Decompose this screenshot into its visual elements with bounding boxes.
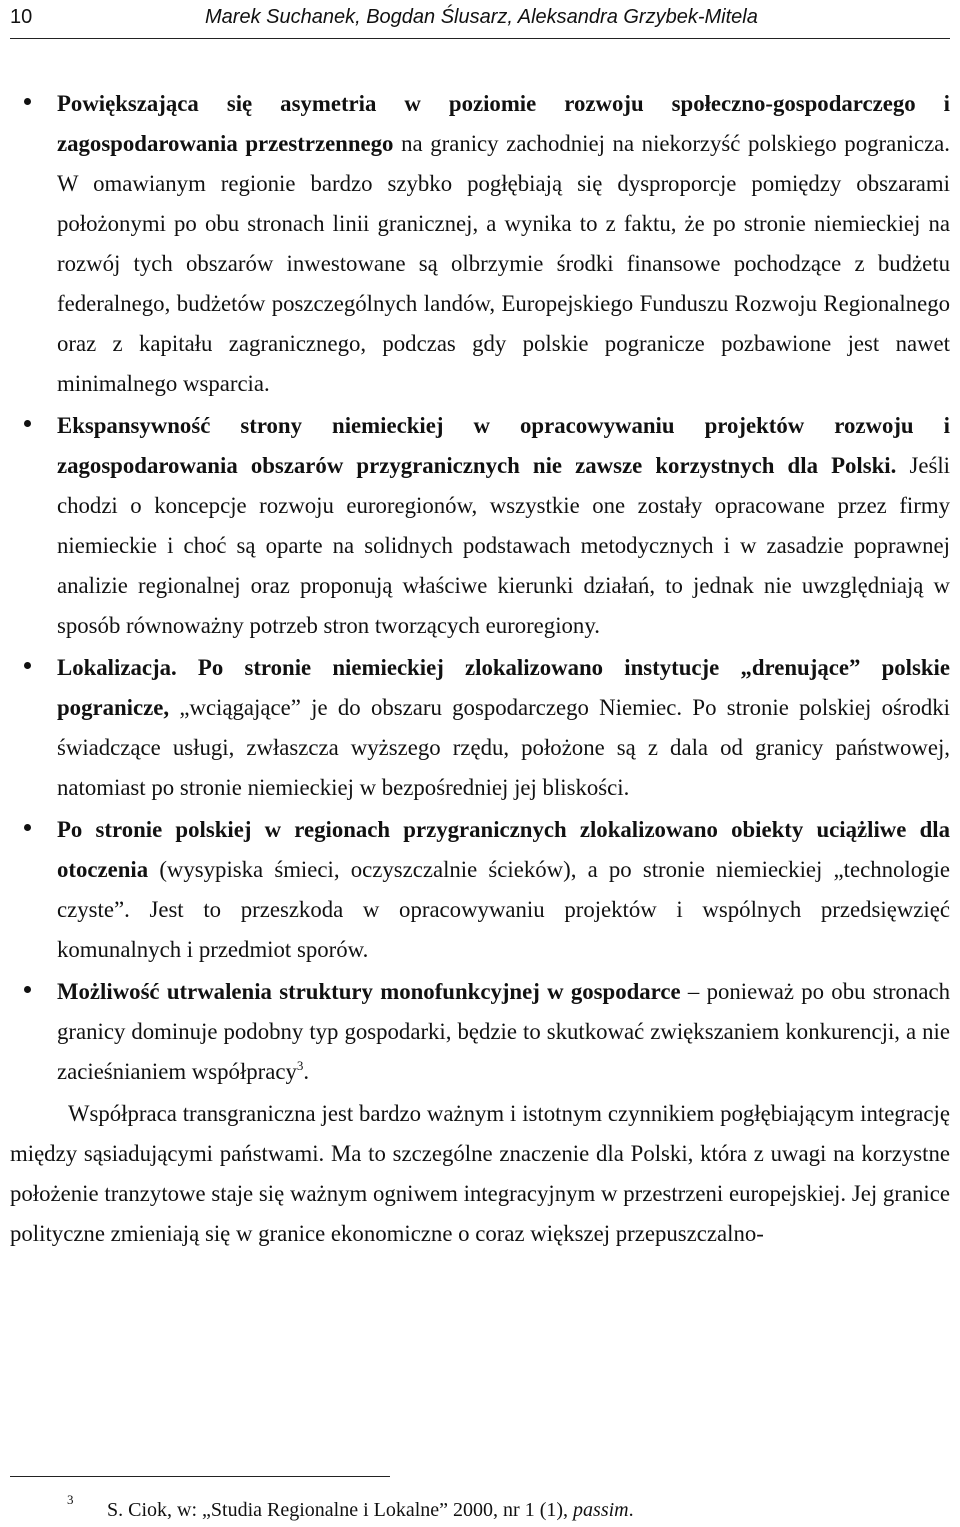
footnote-reference[interactable]: 3 bbox=[296, 1058, 304, 1073]
bullet-dot-icon bbox=[24, 824, 31, 831]
bullet-lead: Lokalizacja. Po stronie niemieckiej zlokalizowano instytucje „drenujące” polskie pogranicze, bbox=[57, 655, 950, 720]
bullet-lead: Ekspansywność strony niemieckiej w opracowywaniu projektów rozwoju i zagospodarowania obszarów przygranicznych nie zawsze korzystnych dla Polski. bbox=[57, 413, 950, 478]
bullet-text: na granicy zachodniej na niekorzyść polskiego pogranicza. W omawianym regionie bardzo szybko pogłębiają się dysproporcje pomiędzy obszarami położonymi po obu stronach linii granicznej, a wynika to z faktu, że po stronie niemieckiej na rozwój tych obszarów inwestowane są olbrzymie środki finansowe pochodzące z budżetu federalnego, budżetów poszczególnych landów, Europejskiego Funduszu Rozwoju Regionalnego oraz z kapitału zagranicznego, podczas gdy polskie pogranicze pozbawione jest nawet minimalnego wsparcia. bbox=[57, 131, 951, 396]
bullet-text: – ponieważ po obu stronach granicy dominuje podobny typ gospodarki, będzie to skutkować zwiększaniem konkurencji, a nie zacieśnianiem współpracy bbox=[57, 979, 950, 1084]
bullet-dot-icon bbox=[24, 420, 31, 427]
bullet-text: (wysypiska śmieci, oczyszczalnie ścieków), a po stronie niemieckiej „technologie czyste”. Jest to przeszkoda w opracowywaniu projektów i wspólnych przedsięwzięć komunalnych i przedmiot sporów. bbox=[57, 857, 950, 962]
footnote-mark: 3 bbox=[67, 1492, 74, 1507]
page-header bbox=[10, 4, 950, 39]
footnote-citation: S. Ciok, w: „Studia Regionalne i Lokalne” 2000, nr 1 (1), bbox=[107, 1499, 574, 1521]
bullet-end: . bbox=[303, 1059, 310, 1084]
bullet-item bbox=[10, 84, 950, 404]
page-number: 10 bbox=[10, 6, 33, 28]
bullet-dot-icon bbox=[24, 98, 31, 105]
bullet-lead: Po stronie polskiej w regionach przygranicznych zlokalizowano obiekty uciążliwe dla otoczenia bbox=[57, 817, 950, 882]
bullet-list bbox=[10, 84, 950, 1092]
body-text bbox=[10, 84, 950, 1254]
bullet-text: „wciągające” je do obszaru gospodarczego Niemiec. Po stronie polskiej ośrodki świadczące usługi, zwłaszcza wyższego rzędu, położone są z dala od granicy państwowej, natomiast po stronie niemieckiej w bezpośredniej jej bliskości. bbox=[57, 695, 950, 800]
bullet-dot-icon bbox=[24, 986, 31, 993]
bullet-dot-icon bbox=[24, 662, 31, 669]
footnote-end: . bbox=[628, 1499, 634, 1521]
bullet-text: Jeśli chodzi o koncepcje rozwoju euroregionów, wszystkie one zostały opracowane przez firmy niemieckie i choć są oparte na solidnych podstawach metodycznych i w zasadzie poprawnej analizie regionalnej oraz proponują właściwe kierunki działań, to jednak nie uwzględniają w sposób równoważny potrzeb stron tworzących euroregiony. bbox=[57, 453, 951, 638]
bullet-lead: Możliwość utrwalenia struktury monofunkcyjnej w gospodarce bbox=[57, 979, 681, 1004]
bullet-item bbox=[10, 648, 950, 808]
body-paragraph: Współpraca transgraniczna jest bardzo ważnym i istotnym czynnikiem pogłębiającym integrację między sąsiadującymi państwami. Ma to szczególne znaczenie dla Polski, która z uwagi na korzystne położenie tranzytowe staje się ważnym ogniwem integracyjnym w przestrzeni europejskiej. Jej granice polityczne zmieniają się w granice ekonomiczne o coraz większej przepuszczalno- bbox=[10, 1101, 950, 1246]
footnote-passim: passim bbox=[573, 1499, 629, 1521]
bullet-item bbox=[10, 406, 950, 646]
footnote-text bbox=[107, 1496, 634, 1524]
footnote-divider bbox=[10, 1476, 390, 1477]
bullet-lead: Powiększająca się asymetria w poziomie rozwoju społeczno-gospodarczego i zagospodarowania przestrzennego bbox=[57, 91, 950, 156]
bullet-item bbox=[10, 972, 950, 1092]
bullet-item bbox=[10, 810, 950, 970]
running-head-authors: Marek Suchanek, Bogdan Ślusarz, Aleksandra Grzybek-Mitela bbox=[205, 6, 758, 28]
